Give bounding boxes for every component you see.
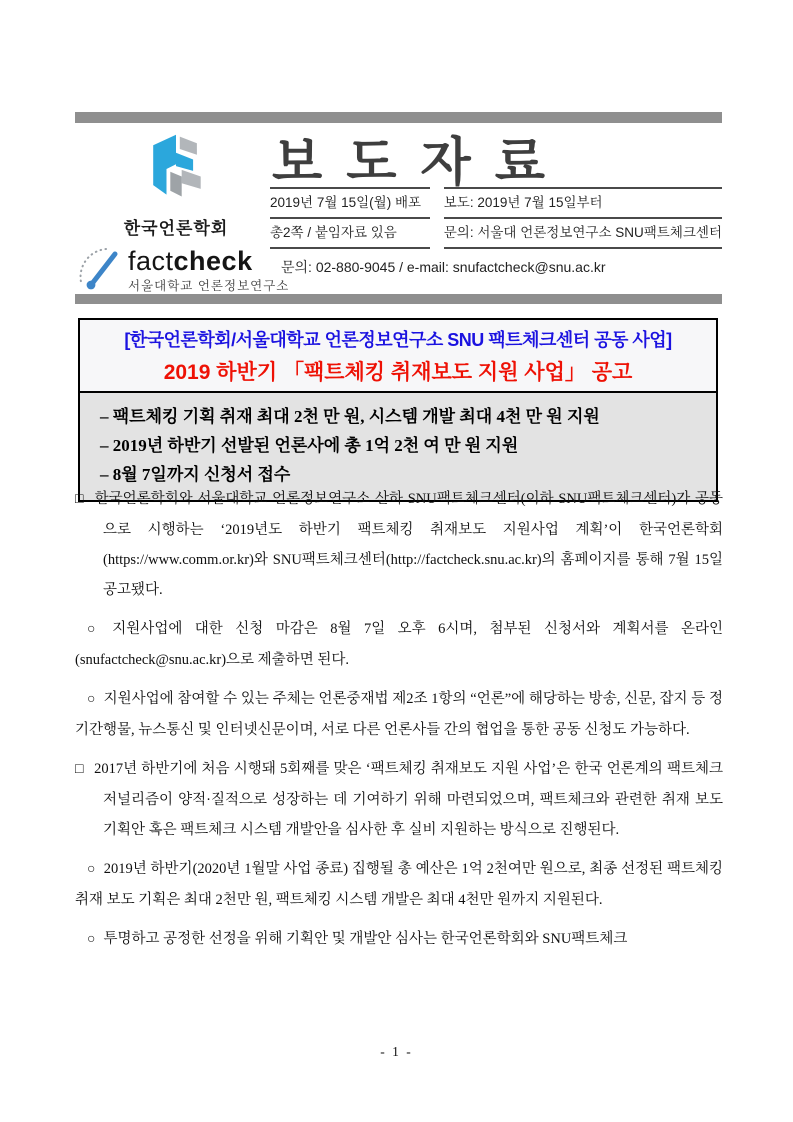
circle-bullet-marker: ○ — [87, 622, 105, 637]
factcheck-word-fact: fact — [128, 246, 174, 276]
notice-box — [78, 318, 718, 502]
info-table-left-column — [270, 187, 430, 249]
notice-title-program: [한국언론학회/서울대학교 언론정보연구소 SNU 팩트체크센터 공동 사업] — [124, 330, 672, 350]
square-bullet-marker: □ — [75, 492, 85, 507]
paragraph-text: 지원사업에 대한 신청 마감은 8월 7일 오후 6시며, 첨부된 신청서와 계획서를 온라인(snufactcheck@snu.ac.kr)으로 제출하면 된다. — [75, 621, 723, 668]
paragraph-text: 투명하고 공정한 선정을 위해 기획안 및 개발안 심사는 한국언론학회와 SNU팩트체크 — [103, 931, 628, 947]
paragraph-text: 2017년 하반기에 처음 시행돼 5회째를 맞은 ‘팩트체킹 취재보도 지원 사업’은 한국 언론계의 팩트체크 저널리즘이 양적·질적으로 성장하는 데 기여하기 위해 마련되었으며, 팩트체크와 관련한 취재 보도 기획안 혹은 팩트체크 시스템 개발안을 심사한 후 실비 지원하는 방식으로 진행된다. — [94, 761, 723, 838]
notice-bullet: – 팩트체킹 기획 취재 최대 2천 만 원, 시스템 개발 최대 4천 만 원 지원 — [100, 407, 600, 426]
factcheck-word-check: check — [173, 246, 253, 276]
circle-bullet-marker: ○ — [87, 862, 96, 877]
notice-box-titles — [80, 320, 716, 393]
paragraph — [75, 614, 723, 675]
factcheck-logo-block — [78, 246, 289, 297]
page-count-note: 총2쪽 / 붙임자료 있음 — [270, 219, 430, 249]
distribution-date: 2019년 7월 15일(월) 배포 — [270, 189, 430, 219]
paragraph — [75, 854, 723, 915]
info-table-right-column — [444, 187, 722, 249]
notice-title-announcement: 2019 하반기 「팩트체킹 취재보도 지원 사업」 공고 — [163, 361, 633, 384]
paragraph-text: 지원사업에 참여할 수 있는 주체는 언론중재법 제2조 1항의 “언론”에 해당하는 방송, 신문, 잡지 등 정기간행물, 뉴스통신 및 인터넷신문이며, 서로 다른 언론사들 간의 협업을 통한 공동 신청도 가능하다. — [75, 691, 723, 738]
factcheck-org-name: 서울대학교 언론정보연구소 — [128, 279, 290, 293]
org-name: 한국언론학회 — [123, 219, 229, 238]
circle-bullet-marker: ○ — [87, 932, 96, 947]
factcheck-gauge-icon — [78, 246, 124, 297]
paragraph — [75, 484, 723, 605]
factcheck-wordmark — [128, 246, 289, 294]
paragraph — [75, 684, 723, 745]
square-bullet-marker: □ — [75, 762, 85, 777]
paragraph-text: 2019년 하반기(2020년 1월말 사업 종료) 집행될 총 예산은 1억 2천여만 원으로, 최종 선정된 팩트체킹 취재 보도 기획은 최대 2천만 원, 팩트체킹 시스템 개발은 최대 4천만 원까지 지원된다. — [75, 861, 723, 908]
header-bottom-bar — [75, 294, 722, 304]
inquiry-org: 문의: 서울대 언론정보연구소 SNU팩트체크센터 — [444, 219, 722, 249]
circle-bullet-marker: ○ — [87, 692, 96, 707]
embargo-date: 보도: 2019년 7월 15일부터 — [444, 189, 722, 219]
notice-bullet: – 2019년 하반기 선발된 언론사에 총 1억 2천 여 만 원 지원 — [100, 436, 519, 455]
paragraph — [75, 924, 723, 955]
kca-emblem-icon — [137, 193, 215, 210]
doc-type-title: 보도자료 — [272, 134, 569, 192]
org-logo-block — [118, 130, 234, 239]
notice-bullet: – 8월 7일까지 신청서 접수 — [100, 465, 291, 484]
header-info-table — [270, 187, 722, 249]
paragraph — [75, 754, 723, 845]
paragraph-text: 한국언론학회와 서울대학교 언론정보연구소 산하 SNU팩트체크센터(이하 SNU팩트체크센터)가 공동으로 시행하는 ‘2019년도 하반기 팩트체킹 취재보도 지원사업 계획’이 한국언론학회(https://www.comm.or.kr)와 SNU팩트체크센터(http://factcheck.snu.ac.kr)의 홈페이지를 통해 7월 15일 공고됐다. — [94, 491, 723, 598]
page-number: - 1 - — [380, 1044, 413, 1059]
contact-line: 문의: 02-880-9045 / e-mail: snufactcheck@snu.ac.kr — [281, 259, 606, 275]
body-text — [75, 484, 723, 964]
